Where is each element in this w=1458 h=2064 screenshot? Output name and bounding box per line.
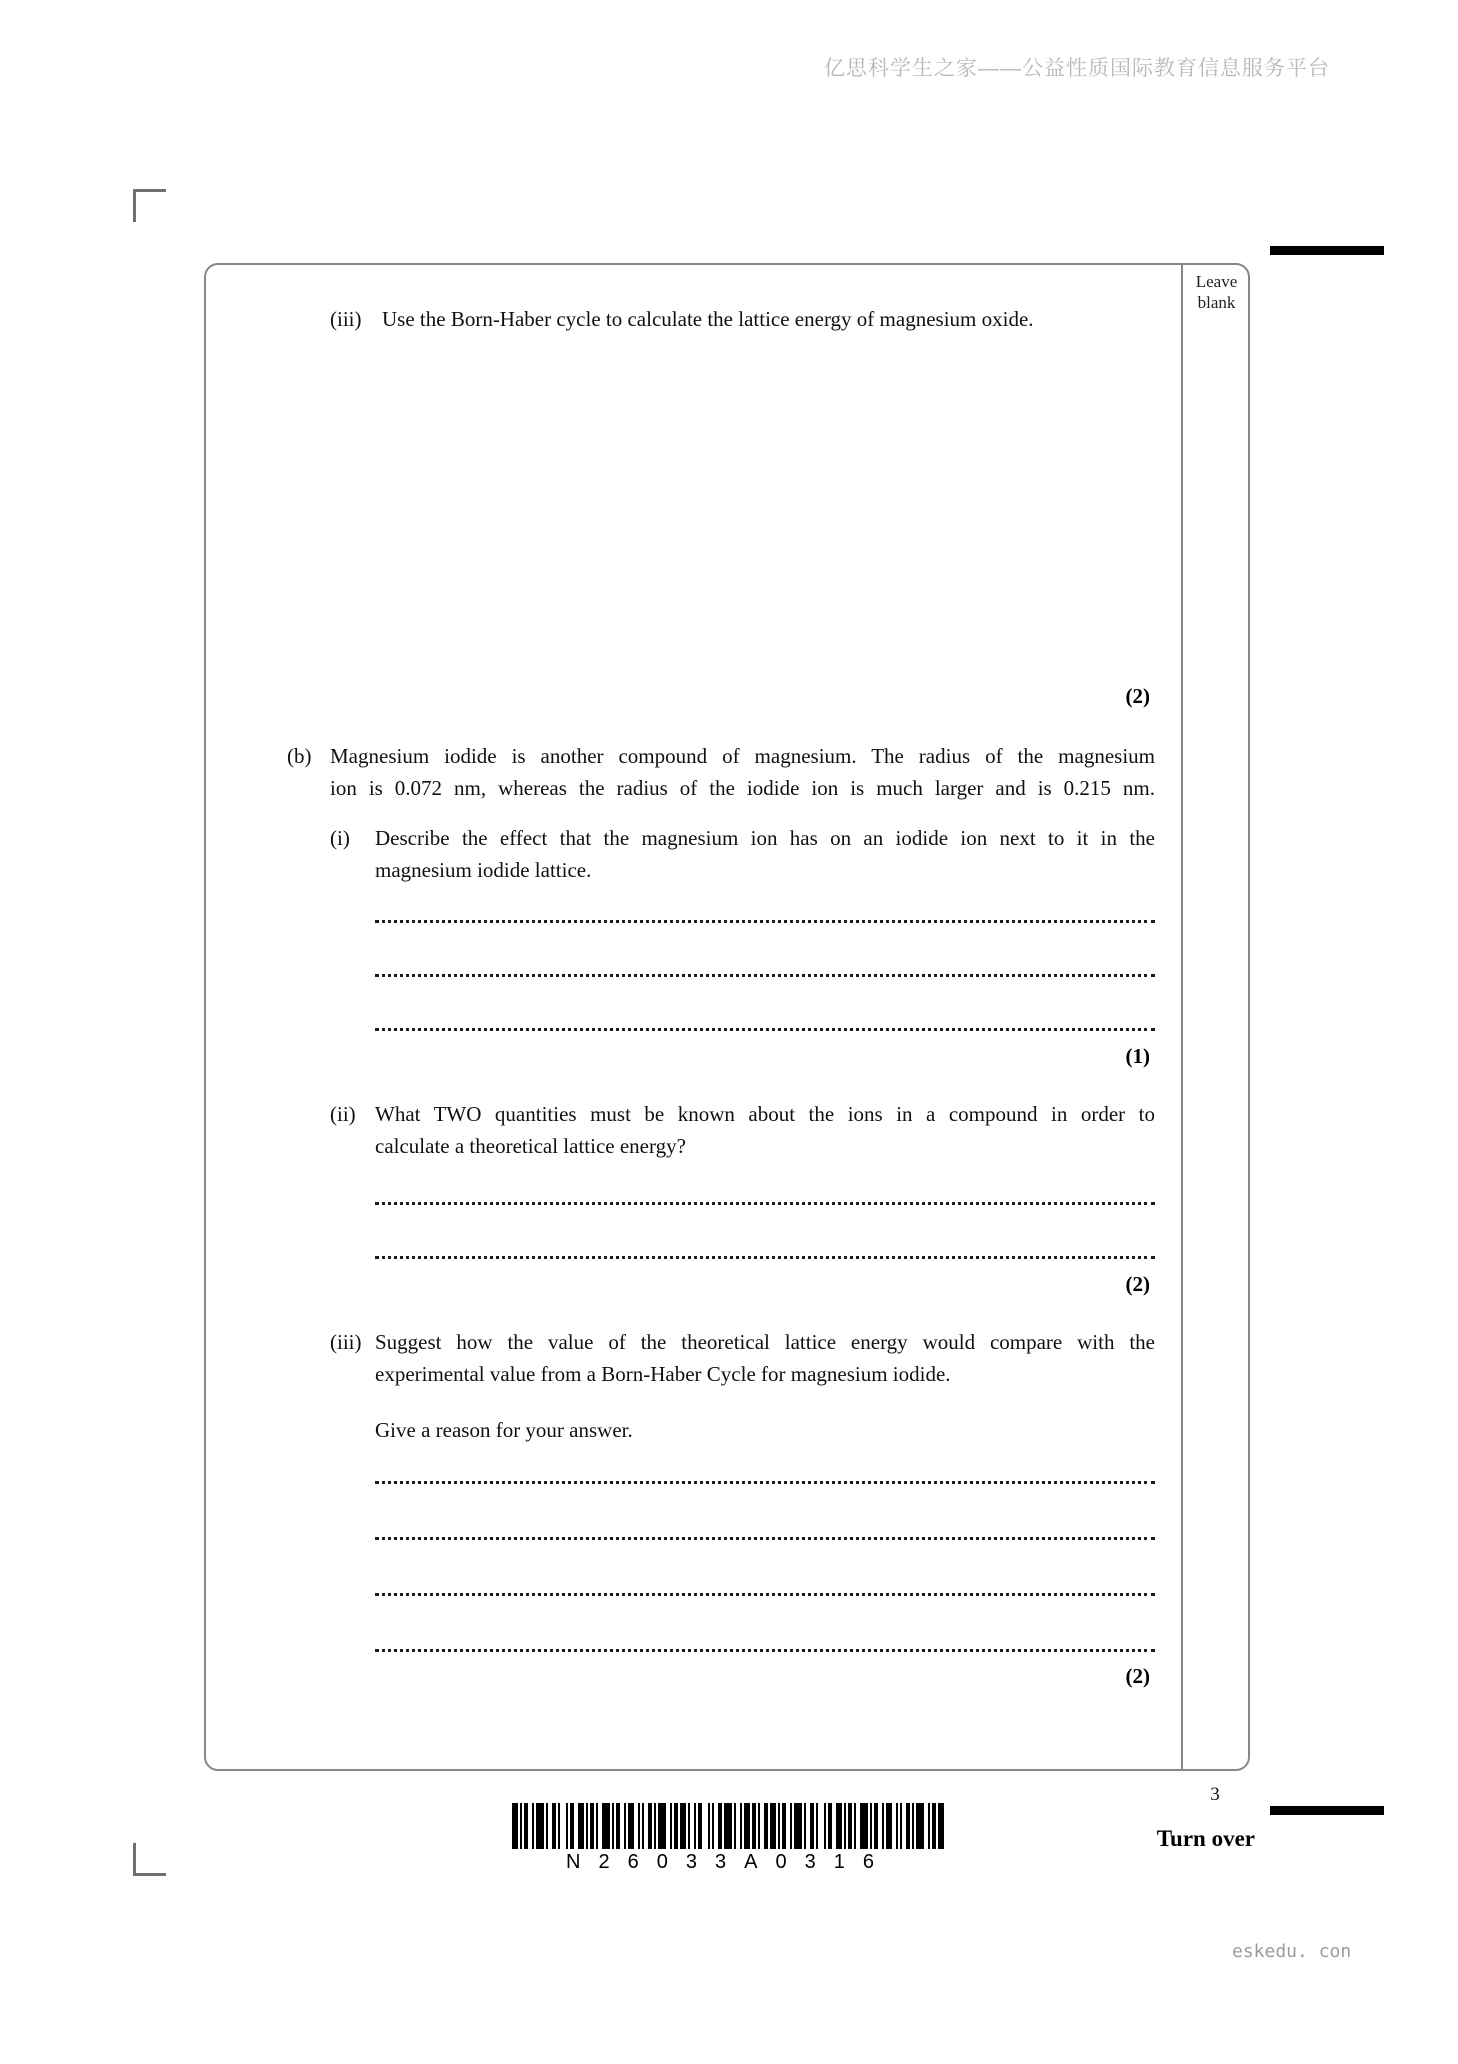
part-b-i-text xyxy=(375,822,1155,886)
part-b-intro-line2: ion is 0.072 nm, whereas the radius of the iodide ion is much larger and is 0.215 nm. xyxy=(330,776,1155,800)
part-b-intro-line1: Magnesium iodide is another compound of magnesium. The radius of the magnesium xyxy=(330,744,1155,768)
part-a-iii-text xyxy=(382,303,1157,335)
part-b-i-line2: magnesium iodide lattice. xyxy=(375,858,592,882)
answer-line xyxy=(375,1256,1155,1259)
part-b-i-label: (i) xyxy=(330,826,350,850)
answer-line xyxy=(375,1202,1155,1205)
leave-blank-line1: Leave xyxy=(1195,272,1238,291)
answer-line xyxy=(375,1028,1155,1031)
part-a-iii-line1: Use the Born-Haber cycle to calculate the lattice energy of magnesium oxide. xyxy=(382,307,1034,331)
barcode-label: N26033A0316 xyxy=(566,1851,892,1873)
leave-blank-divider xyxy=(1181,265,1183,1769)
give-reason-text: Give a reason for your answer. xyxy=(375,1418,633,1442)
answer-line xyxy=(375,1481,1155,1484)
part-b-ii-text xyxy=(375,1098,1155,1162)
top-watermark: 亿思科学生之家——公益性质国际教育信息服务平台 xyxy=(824,57,1330,80)
footer-watermark: eskedu. con xyxy=(1232,1941,1352,1962)
page-number: 3 xyxy=(1210,1784,1220,1805)
leave-blank-line2: blank xyxy=(1197,293,1236,312)
part-b-iii-label: (iii) xyxy=(330,1330,362,1354)
part-b-i-line1: Describe the effect that the magnesium ion has on an iodide ion next to it in the xyxy=(375,826,1155,850)
marks-b-iii: (2) xyxy=(1125,1664,1150,1688)
part-b-ii-line2: calculate a theoretical lattice energy? xyxy=(375,1134,686,1158)
part-b-intro-text xyxy=(330,740,1155,804)
part-b-iii-line1: Suggest how the value of the theoretical lattice energy would compare with the xyxy=(375,1330,1155,1354)
turn-over-label: Turn over xyxy=(1156,1826,1255,1851)
part-b-iii-text xyxy=(375,1326,1155,1390)
barcode xyxy=(512,1803,946,1874)
crop-mark-bottom-left xyxy=(133,1843,166,1876)
leave-blank-label xyxy=(1183,271,1250,313)
answer-line xyxy=(375,920,1155,923)
part-b-ii-label: (ii) xyxy=(330,1102,356,1126)
marks-a-iii: (2) xyxy=(1125,684,1150,708)
answer-line xyxy=(375,1593,1155,1596)
bottom-right-rule xyxy=(1270,1806,1384,1815)
top-right-rule xyxy=(1270,246,1384,255)
part-b-ii-line1: What TWO quantities must be known about the ions in a compound in order to xyxy=(375,1102,1155,1126)
part-a-iii-label: (iii) xyxy=(330,307,362,331)
answer-line xyxy=(375,1649,1155,1652)
part-b-label: (b) xyxy=(287,744,312,768)
part-b-iii-line2: experimental value from a Born-Haber Cycle for magnesium iodide. xyxy=(375,1362,951,1386)
answer-line xyxy=(375,974,1155,977)
crop-mark-top-left xyxy=(133,189,166,222)
marks-b-i: (1) xyxy=(1125,1044,1150,1068)
marks-b-ii: (2) xyxy=(1125,1272,1150,1296)
question-box xyxy=(204,263,1250,1771)
answer-line xyxy=(375,1537,1155,1540)
barcode-bars xyxy=(512,1803,946,1849)
